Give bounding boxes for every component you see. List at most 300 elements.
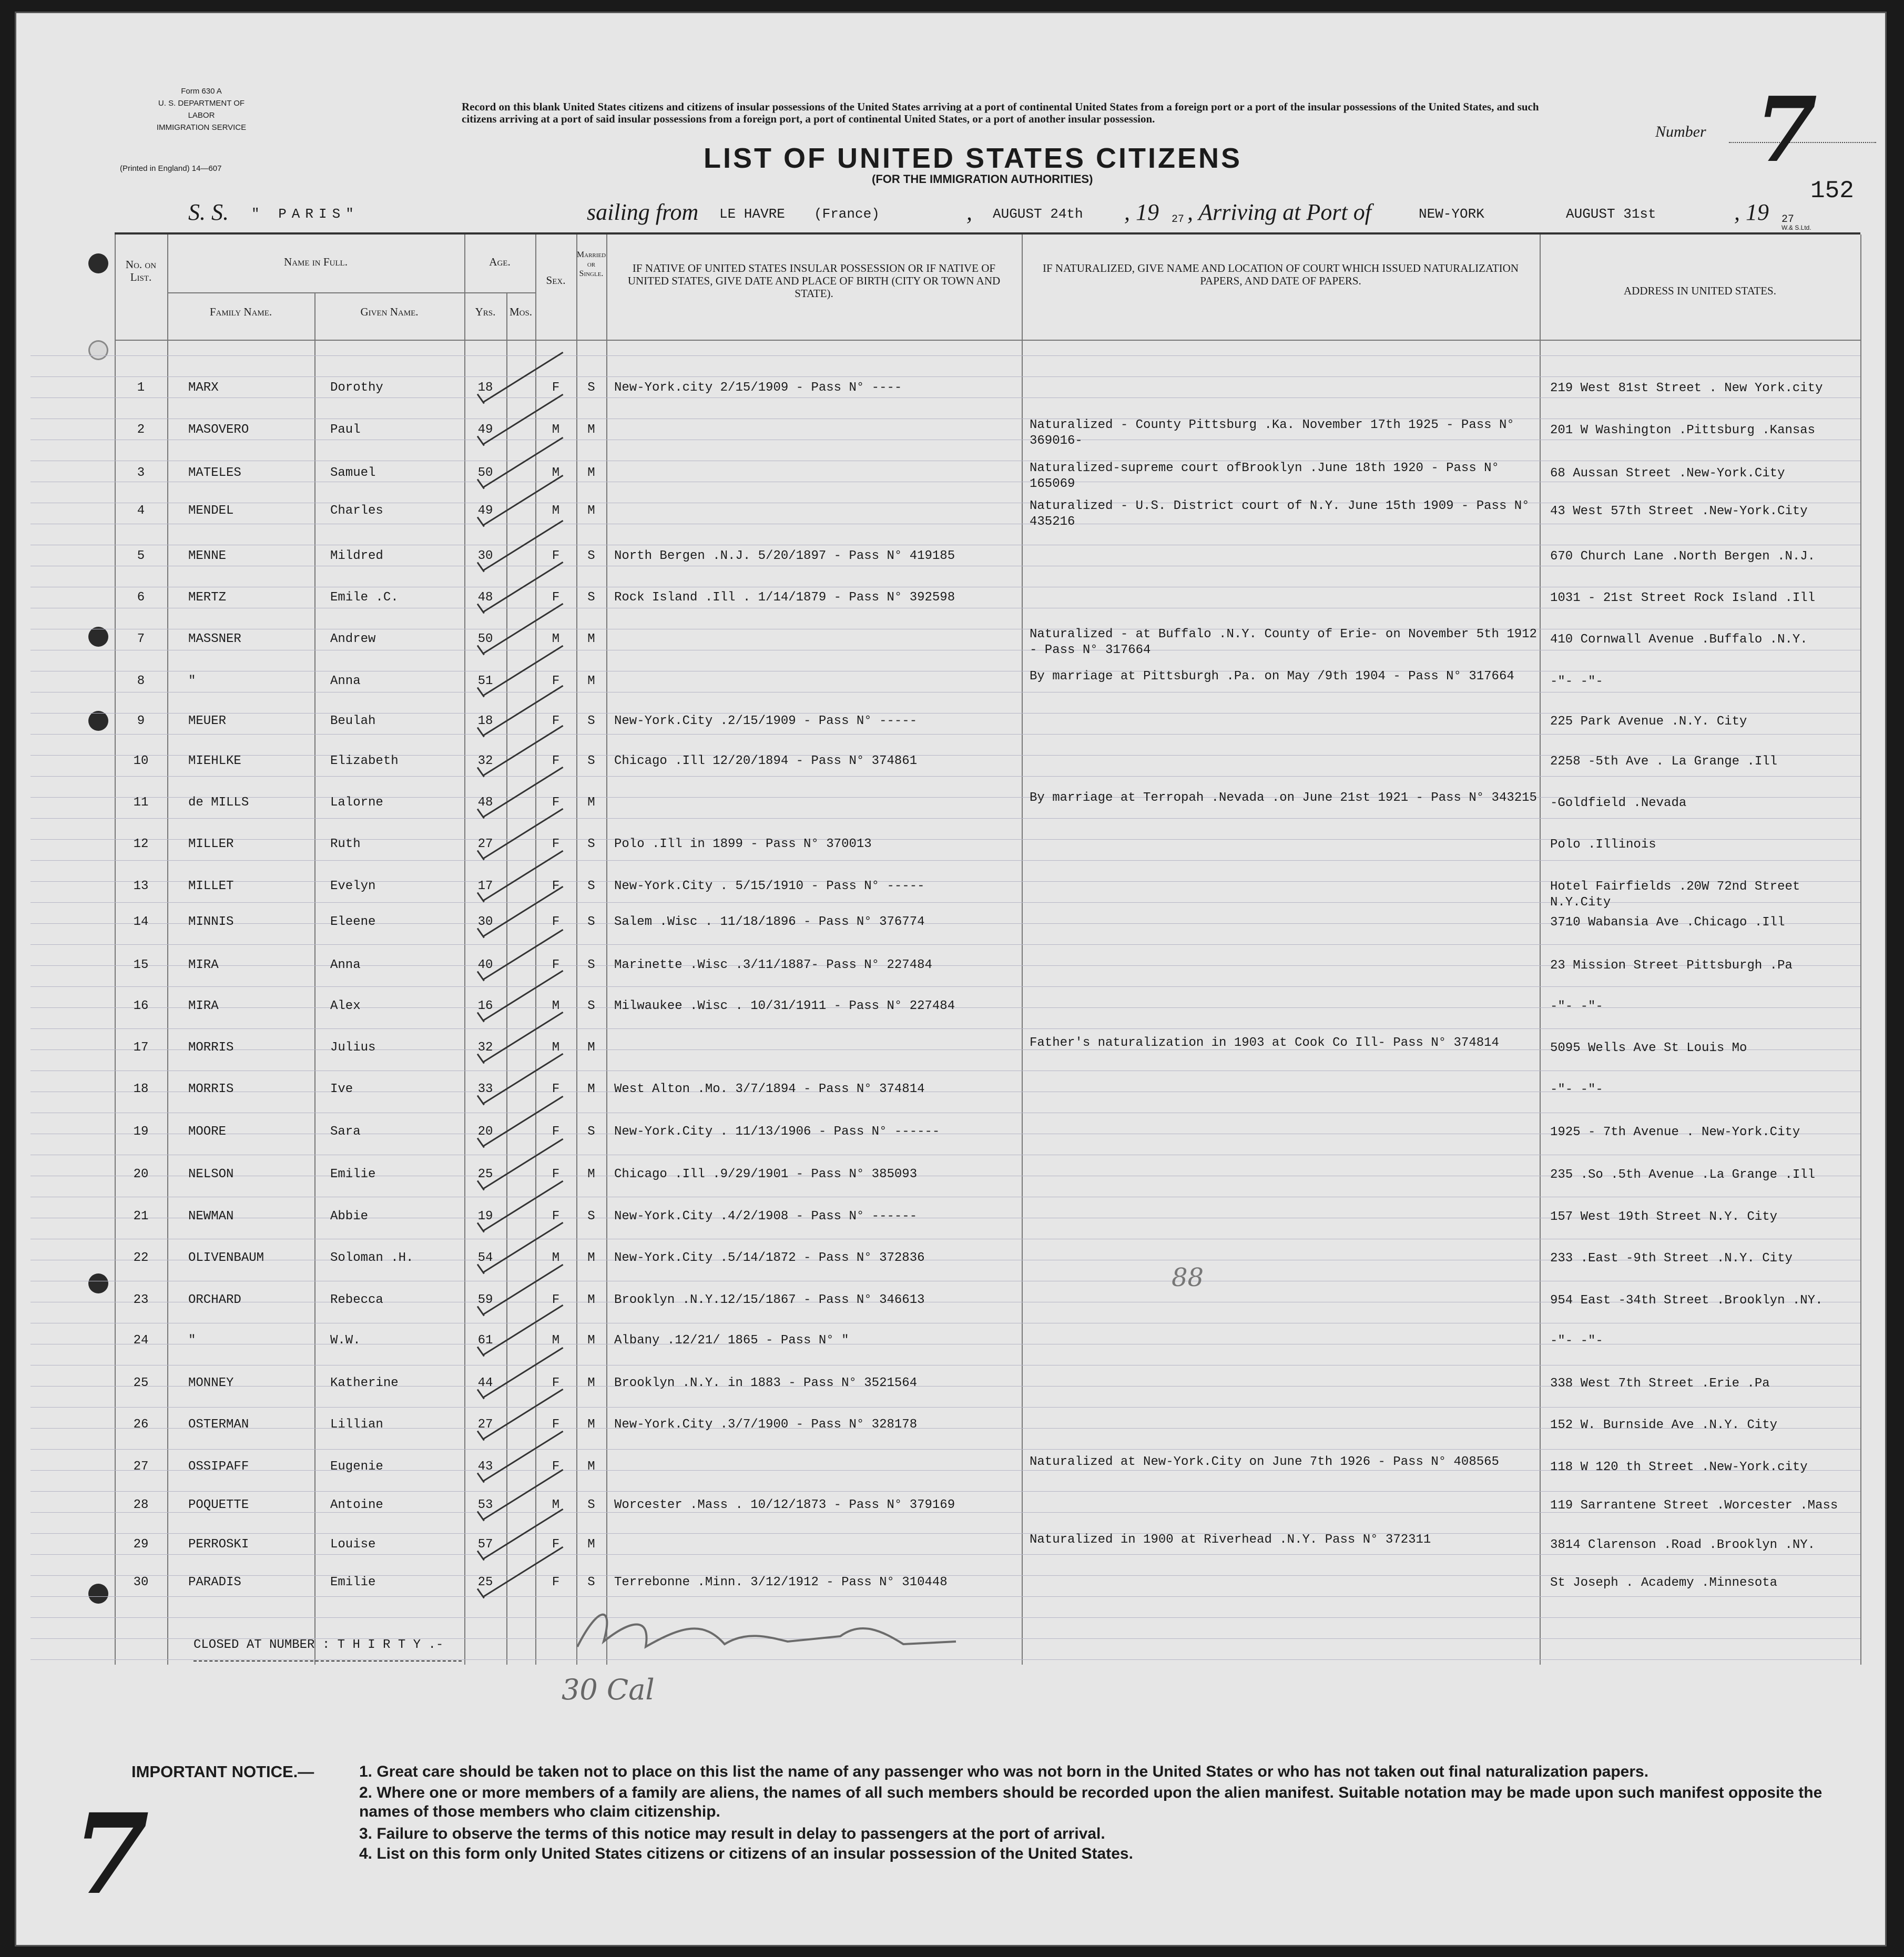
given-name-cell: Katherine — [330, 1376, 399, 1390]
age-cell: 30 — [477, 549, 493, 563]
sex-cell: F — [552, 1209, 560, 1224]
place-of-birth-cell: Rock Island .Ill . 1/14/1879 - Pass N° 392598 — [614, 590, 955, 605]
list-number-cell: 24 — [133, 1333, 149, 1348]
age-cell: 33 — [477, 1082, 493, 1096]
age-cell: 50 — [477, 466, 493, 480]
list-number-cell: 25 — [133, 1376, 149, 1390]
family-name-cell: MILLET — [188, 879, 234, 893]
notice-item-3: 3. Failure to observe the terms of this notice may result in delay to passengers at the port of arrival. — [359, 1825, 1105, 1842]
address-cell: -"- -"- — [1550, 1000, 1603, 1014]
sex-cell: M — [552, 1041, 560, 1055]
ruled-line — [30, 376, 1860, 377]
table-row — [115, 958, 1860, 999]
given-name-cell: Ive — [330, 1082, 353, 1096]
place-of-birth-cell: New-York.City . 5/15/1910 - Pass N° ----- — [614, 879, 925, 893]
age-cell: 30 — [477, 915, 493, 929]
list-number-cell: 15 — [133, 958, 149, 972]
marital-status-cell: M — [587, 1376, 595, 1390]
sex-cell: M — [552, 999, 560, 1013]
given-name-cell: Andrew — [330, 632, 376, 646]
table-row — [115, 1251, 1860, 1292]
list-number-cell: 28 — [133, 1498, 149, 1512]
marital-status-cell: M — [587, 1418, 595, 1432]
naturalization-cell: By marriage at Pittsburgh .Pa. on May /9th 1904 - Pass N° 317664 — [1030, 669, 1514, 684]
family-name-cell: NELSON — [188, 1167, 234, 1181]
place-of-birth-cell: Polo .Ill in 1899 - Pass N° 370013 — [614, 837, 872, 851]
age-cell: 57 — [477, 1537, 493, 1552]
col-months: Mos. — [509, 305, 533, 318]
col-no: No. on List. — [125, 258, 157, 283]
age-cell: 32 — [477, 1041, 493, 1055]
age-cell: 44 — [477, 1376, 493, 1390]
inspector-signature — [567, 1599, 966, 1663]
arrival-port: NEW-YORK — [1419, 206, 1484, 222]
address-cell: 118 W 120 th Street .New-York.city — [1550, 1460, 1808, 1474]
given-name-cell: Eugenie — [330, 1460, 383, 1474]
address-cell: 219 West 81st Street . New York.city — [1550, 381, 1823, 395]
marital-status-cell: M — [587, 1333, 595, 1348]
list-number-cell: 14 — [133, 915, 149, 929]
age-cell: 53 — [477, 1498, 493, 1512]
given-name-cell: Paul — [330, 423, 361, 437]
place-of-birth-cell: Milwaukee .Wisc . 10/31/1911 - Pass N° 227484 — [614, 999, 955, 1013]
table-row — [115, 549, 1860, 590]
place-of-birth-cell: West Alton .Mo. 3/7/1894 - Pass N° 374814 — [614, 1082, 925, 1096]
list-number-cell: 30 — [133, 1575, 149, 1589]
col-name-in-full: Name in Full. — [284, 256, 348, 268]
given-name-cell: Anna — [330, 674, 361, 688]
marital-status-cell: S — [587, 1209, 595, 1224]
place-of-birth-cell: Marinette .Wisc .3/11/1887- Pass N° 227484 — [614, 958, 932, 972]
list-number-cell: 13 — [133, 879, 149, 893]
address-cell: 152 W. Burnside Ave .N.Y. City — [1550, 1418, 1778, 1432]
family-name-cell: MASSNER — [188, 632, 241, 646]
sex-cell: M — [552, 423, 560, 437]
family-name-cell: NEWMAN — [188, 1209, 234, 1224]
form-identifier — [146, 85, 257, 134]
family-name-cell: " — [188, 1333, 196, 1348]
table-row — [115, 754, 1860, 795]
department-name: U. S. DEPARTMENT OF LABOR — [158, 99, 245, 120]
family-name-cell: MASOVERO — [188, 423, 249, 437]
marital-status-cell: S — [587, 958, 595, 972]
address-cell: 5095 Wells Ave St Louis Mo — [1550, 1041, 1747, 1055]
punch-hole — [88, 1273, 108, 1293]
table-row — [115, 1167, 1860, 1208]
age-cell: 49 — [477, 423, 493, 437]
address-cell: Hotel Fairfields .20W 72nd Street N.Y.City — [1550, 880, 1800, 910]
col-address: ADDRESS IN UNITED STATES. — [1624, 284, 1776, 297]
list-number-cell: 17 — [133, 1041, 149, 1055]
family-name-cell: MEUER — [188, 714, 227, 728]
place-of-birth-cell: Worcester .Mass . 10/12/1873 - Pass N° 379169 — [614, 1498, 955, 1512]
sex-cell: F — [552, 1418, 560, 1432]
table-row — [115, 1333, 1860, 1374]
marital-status-cell: M — [587, 632, 595, 646]
family-name-cell: OSSIPAFF — [188, 1460, 249, 1474]
table-row — [115, 1533, 1860, 1578]
given-name-cell: Soloman .H. — [330, 1251, 414, 1265]
age-cell: 27 — [477, 837, 493, 851]
given-name-cell: Charles — [330, 504, 383, 518]
naturalization-cell: Naturalized - U.S. District court of N.Y. June 15th 1909 - Pass N° 435216 — [1030, 499, 1530, 529]
table-row — [115, 915, 1860, 956]
age-cell: 25 — [477, 1167, 493, 1181]
given-name-cell: Emilie — [330, 1575, 376, 1589]
age-cell: 54 — [477, 1251, 493, 1265]
sex-cell: F — [552, 1125, 560, 1139]
list-number: 7 — [1755, 77, 1818, 182]
form-instruction: Record on this blank United States citizens and citizens of insular possessions of the United States arriving at a port of continental United States from a foreign port or a port of the insular possessions of the United States, and such citizens arriving at a port of said insular possessions from a foreign port, a port of continental United States, or a port of another insular possession. — [462, 100, 1539, 125]
family-name-cell: PARADIS — [188, 1575, 241, 1589]
given-name-cell: Julius — [330, 1041, 376, 1055]
place-of-birth-cell: New-York.City . 11/13/1906 - Pass N° ------ — [614, 1125, 940, 1139]
table-row — [115, 1125, 1860, 1166]
family-name-cell: MIRA — [188, 999, 219, 1013]
page-title: LIST OF UNITED STATES CITIZENS — [704, 142, 1242, 174]
table-row — [115, 1209, 1860, 1250]
age-cell: 50 — [477, 632, 493, 646]
list-number-cell: 2 — [137, 423, 145, 437]
address-cell: 43 West 57th Street .New-York.City — [1550, 504, 1808, 518]
place-of-birth-cell: New-York.City .2/15/1909 - Pass N° ----- — [614, 714, 918, 728]
sex-cell: F — [552, 1537, 560, 1552]
table-row — [115, 669, 1860, 715]
col-married-single: Married or Single. — [576, 250, 606, 278]
sex-cell: F — [552, 714, 560, 728]
marital-status-cell: S — [587, 999, 595, 1013]
family-name-cell: ORCHARD — [188, 1293, 241, 1307]
col-sex: Sex. — [546, 274, 566, 287]
family-name-cell: MIRA — [188, 958, 219, 972]
address-cell: 670 Church Lane .North Bergen .N.J. — [1550, 549, 1816, 564]
family-name-cell: OSTERMAN — [188, 1418, 249, 1432]
place-of-birth-cell: Chicago .Ill .9/29/1901 - Pass N° 385093 — [614, 1167, 918, 1181]
list-number-cell: 5 — [137, 549, 145, 563]
age-cell: 17 — [477, 879, 493, 893]
family-name-cell: MONNEY — [188, 1376, 234, 1390]
given-name-cell: Ruth — [330, 837, 361, 851]
list-number-cell: 3 — [137, 466, 145, 480]
arriving-label: , Arriving at Port of — [1187, 199, 1371, 225]
age-cell: 48 — [477, 590, 493, 605]
given-name-cell: Alex — [330, 999, 361, 1013]
col-family-name: Family Name. — [209, 305, 272, 318]
table-row — [115, 627, 1860, 673]
table-row — [115, 879, 1860, 920]
sex-cell: F — [552, 754, 560, 768]
age-cell: 61 — [477, 1333, 493, 1348]
list-number-cell: 29 — [133, 1537, 149, 1552]
family-name-cell: OLIVENBAUM — [188, 1251, 264, 1265]
notice-item-2: 2. Where one or more members of a family are aliens, the names of all such members should be recorded upon the alien manifest. Suitable notation may be made upon such manifest opposite the names of those members who claim citizenship. — [359, 1784, 1822, 1820]
place-of-birth-cell: New-York.City .4/2/1908 - Pass N° ------ — [614, 1209, 918, 1224]
address-cell: 119 Sarrantene Street .Worcester .Mass — [1550, 1499, 1838, 1513]
sex-cell: F — [552, 1082, 560, 1096]
age-cell: 43 — [477, 1460, 493, 1474]
list-number-cell: 27 — [133, 1460, 149, 1474]
place-of-birth-cell: Salem .Wisc . 11/18/1896 - Pass N° 376774 — [614, 915, 925, 929]
address-cell: 201 W Washington .Pittsburg .Kansas — [1550, 423, 1816, 437]
address-cell: -"- -"- — [1550, 1083, 1603, 1097]
marital-status-cell: M — [587, 504, 595, 518]
place-of-birth-cell: Brooklyn .N.Y. in 1883 - Pass N° 3521564 — [614, 1376, 918, 1390]
page-subtitle: (FOR THE IMMIGRATION AUTHORITIES) — [872, 172, 1093, 186]
place-of-birth-cell: Brooklyn .N.Y.12/15/1867 - Pass N° 346613 — [614, 1293, 925, 1307]
family-name-cell: POQUETTE — [188, 1498, 249, 1512]
sheet-number: 7 — [73, 1789, 150, 1919]
naturalization-cell: Naturalized - County Pittsburg .Ka. November 17th 1925 - Pass N° 369016- — [1030, 418, 1514, 448]
list-number-cell: 1 — [137, 381, 145, 395]
family-name-cell: MILLER — [188, 837, 234, 851]
closed-note: CLOSED AT NUMBER : T H I R T Y .- — [194, 1638, 444, 1652]
naturalization-cell: Naturalized in 1900 at Riverhead .N.Y. Pass N° 372311 — [1030, 1533, 1431, 1547]
address-cell: 410 Cornwall Avenue .Buffalo .N.Y. — [1550, 633, 1808, 647]
service-name: IMMIGRATION SERVICE — [156, 123, 247, 132]
naturalization-cell: Naturalized at New-York.City on June 7th 1926 - Pass N° 408565 — [1030, 1455, 1499, 1469]
list-number-cell: 26 — [133, 1418, 149, 1432]
table-row — [115, 1293, 1860, 1334]
family-name-cell: MATELES — [188, 466, 241, 480]
naturalization-cell: Naturalized-supreme court ofBrooklyn .June 18th 1920 - Pass N° 165069 — [1030, 461, 1499, 491]
list-number-cell: 18 — [133, 1082, 149, 1096]
family-name-cell: MORRIS — [188, 1041, 234, 1055]
printer-mark: W.& S.Ltd. — [1781, 224, 1811, 231]
sex-cell: F — [552, 879, 560, 893]
age-cell: 18 — [477, 714, 493, 728]
punch-hole — [88, 1584, 108, 1604]
age-cell: 27 — [477, 1418, 493, 1432]
marital-status-cell: M — [587, 1167, 595, 1181]
sex-cell: M — [552, 1333, 560, 1348]
marital-status-cell: S — [587, 1125, 595, 1139]
given-name-cell: Emile .C. — [330, 590, 399, 605]
sex-cell: F — [552, 1575, 560, 1589]
age-cell: 59 — [477, 1293, 493, 1307]
family-name-cell: MARX — [188, 381, 219, 395]
place-of-birth-cell: New-York.City .5/14/1872 - Pass N° 372836 — [614, 1251, 925, 1265]
sex-cell: M — [552, 1251, 560, 1265]
given-name-cell: Samuel — [330, 466, 376, 480]
sex-cell: F — [552, 1460, 560, 1474]
marital-status-cell: S — [587, 714, 595, 728]
sex-cell: F — [552, 1376, 560, 1390]
address-cell: 3814 Clarenson .Road .Brooklyn .NY. — [1550, 1538, 1816, 1552]
given-name-cell: Lalorne — [330, 796, 383, 810]
marital-status-cell: S — [587, 549, 595, 563]
family-name-cell: MOORE — [188, 1125, 227, 1139]
given-name-cell: Antoine — [330, 1498, 383, 1512]
family-name-cell: PERROSKI — [188, 1537, 249, 1552]
printed-note: (Printed in England) 14—607 — [120, 164, 222, 173]
punch-hole — [88, 711, 108, 731]
departure-year: 27 — [1172, 213, 1185, 226]
marital-status-cell: S — [587, 590, 595, 605]
age-cell: 16 — [477, 999, 493, 1013]
marital-status-cell: M — [587, 1460, 595, 1474]
family-name-cell: MENNE — [188, 549, 227, 563]
list-number-cell: 11 — [133, 796, 149, 810]
sex-cell: F — [552, 381, 560, 395]
col-naturalization: IF NATURALIZED, GIVE NAME AND LOCATION OF COURT WHICH ISSUED NATURALIZATION PAPERS, AND DATE OF PAPERS. — [1042, 262, 1519, 287]
list-number-cell: 20 — [133, 1167, 149, 1181]
manifest-sheet — [15, 12, 1887, 1946]
table-row — [115, 1455, 1860, 1501]
age-cell: 19 — [477, 1209, 493, 1224]
family-name-cell: de MILLS — [188, 796, 249, 810]
list-number-cell: 22 — [133, 1251, 149, 1265]
col-place-of-birth: IF NATIVE OF UNITED STATES INSULAR POSSESSION OR IF NATIVE OF UNITED STATES, GIVE DATE AND PLACE OF BIRTH (CITY OR TOWN AND STATE). — [627, 262, 1001, 300]
given-name-cell: Louise — [330, 1537, 376, 1552]
table-row — [115, 791, 1860, 837]
table-row — [115, 499, 1860, 545]
notice-heading: IMPORTANT NOTICE.— — [131, 1762, 314, 1781]
address-cell: Polo .Illinois — [1550, 838, 1656, 852]
year-prefix: , 19 — [1124, 199, 1159, 225]
age-cell: 18 — [477, 381, 493, 395]
table-row — [115, 590, 1860, 631]
ss-label: S. S. — [188, 199, 229, 225]
address-cell: 1925 - 7th Avenue . New-York.City — [1550, 1125, 1800, 1139]
table-row — [115, 714, 1860, 755]
number-label: Number — [1655, 123, 1706, 140]
age-cell: 32 — [477, 754, 493, 768]
address-cell: 157 West 19th Street N.Y. City — [1550, 1210, 1778, 1224]
family-name-cell: MIEHLKE — [188, 754, 241, 768]
age-cell: 40 — [477, 958, 493, 972]
departure-port: LE HAVRE — [719, 206, 785, 222]
naturalization-cell: Father's naturalization in 1903 at Cook Co Ill- Pass N° 374814 — [1030, 1036, 1499, 1050]
sex-cell: F — [552, 958, 560, 972]
address-cell: 235 .So .5th Avenue .La Grange .Ill — [1550, 1168, 1816, 1182]
age-cell: 48 — [477, 796, 493, 810]
list-number-cell: 23 — [133, 1293, 149, 1307]
marital-status-cell: M — [587, 674, 595, 688]
marital-status-cell: S — [587, 754, 595, 768]
given-name-cell: Anna — [330, 958, 361, 972]
closed-underline — [194, 1660, 462, 1662]
given-name-cell: Sara — [330, 1125, 361, 1139]
marital-status-cell: S — [587, 879, 595, 893]
given-name-cell: Mildred — [330, 549, 383, 563]
table-row — [115, 381, 1860, 422]
sex-cell: F — [552, 1293, 560, 1307]
table-row — [115, 1575, 1860, 1616]
notice-item-1: 1. Great care should be taken not to place on this list the name of any passenger who was not born in the United States or who has not taken out final naturalization papers. — [359, 1763, 1649, 1780]
marital-status-cell: S — [587, 837, 595, 851]
arrival-date: AUGUST 31st — [1566, 206, 1656, 222]
address-cell: -Goldfield .Nevada — [1550, 796, 1687, 810]
margin-note: 88 — [1172, 1263, 1204, 1292]
page-stamp: 152 — [1810, 177, 1854, 205]
family-name-cell: MERTZ — [188, 590, 227, 605]
punch-hole — [88, 340, 108, 360]
given-name-cell: Elizabeth — [330, 754, 399, 768]
place-of-birth-cell: Terrebonne .Minn. 3/12/1912 - Pass N° 310448 — [614, 1575, 948, 1589]
address-cell: 23 Mission Street Pittsburgh .Pa — [1550, 959, 1793, 973]
table-row — [115, 1376, 1860, 1417]
list-number-cell: 10 — [133, 754, 149, 768]
given-name-cell: Abbie — [330, 1209, 369, 1224]
ruled-line — [30, 355, 1860, 356]
place-of-birth-cell: New-York.City .3/7/1900 - Pass N° 328178 — [614, 1418, 918, 1432]
address-cell: -"- -"- — [1550, 675, 1603, 689]
marital-status-cell: M — [587, 466, 595, 480]
pencil-note: 30 Cal — [562, 1673, 655, 1706]
given-name-cell: Eleene — [330, 915, 376, 929]
list-number-cell: 4 — [137, 504, 145, 518]
table-row — [115, 1036, 1860, 1082]
sailing-line: S. S. " PARIS" sailing from LE HAVRE (France) , AUGUST 24th , 19 27 , Arriving at Port of NEW-YORK AUGUST 31st , 19 27 W.& S.Ltd. — [188, 199, 1811, 231]
list-number-cell: 12 — [133, 837, 149, 851]
list-number-cell: 21 — [133, 1209, 149, 1224]
departure-date: AUGUST 24th — [993, 206, 1083, 222]
place-of-birth-cell: Chicago .Ill 12/20/1894 - Pass N° 374861 — [614, 754, 918, 768]
address-cell: St Joseph . Academy .Minnesota — [1550, 1576, 1778, 1590]
marital-status-cell: M — [587, 796, 595, 810]
given-name-cell: Dorothy — [330, 381, 383, 395]
list-number-cell: 16 — [133, 999, 149, 1013]
list-number-cell: 8 — [137, 674, 145, 688]
age-cell: 25 — [477, 1575, 493, 1589]
ship-name: " PARIS" — [251, 206, 359, 222]
table-row — [115, 1418, 1860, 1459]
table-row — [115, 1082, 1860, 1123]
sex-cell: F — [552, 837, 560, 851]
address-cell: 3710 Wabansia Ave .Chicago .Ill — [1550, 915, 1785, 930]
marital-status-cell: M — [587, 423, 595, 437]
table-row — [115, 418, 1860, 464]
family-name-cell: MINNIS — [188, 915, 234, 929]
naturalization-cell: By marriage at Terropah .Nevada .on June 21st 1921 - Pass N° 343215 — [1030, 791, 1537, 805]
departure-country: (France) — [814, 206, 880, 222]
list-number-cell: 7 — [137, 632, 145, 646]
table-row — [115, 837, 1860, 878]
given-name-cell: Lillian — [330, 1418, 383, 1432]
marital-status-cell: M — [587, 1082, 595, 1096]
given-name-cell: Rebecca — [330, 1293, 383, 1307]
sex-cell: F — [552, 549, 560, 563]
address-cell: 1031 - 21st Street Rock Island .Ill — [1550, 591, 1816, 605]
marital-status-cell: M — [587, 1251, 595, 1265]
sex-cell: F — [552, 796, 560, 810]
family-name-cell: MENDEL — [188, 504, 234, 518]
given-name-cell: Beulah — [330, 714, 376, 728]
age-cell: 51 — [477, 674, 493, 688]
family-name-cell: " — [188, 674, 196, 688]
punch-hole — [88, 253, 108, 273]
sex-cell: F — [552, 674, 560, 688]
sex-cell: F — [552, 590, 560, 605]
list-number-cell: 19 — [133, 1125, 149, 1139]
family-name-cell: MORRIS — [188, 1082, 234, 1096]
marital-status-cell: S — [587, 381, 595, 395]
address-cell: 2258 -5th Ave . La Grange .Ill — [1550, 755, 1778, 769]
place-of-birth-cell: North Bergen .N.J. 5/20/1897 - Pass N° 419185 — [614, 549, 955, 563]
place-of-birth-cell: New-York.city 2/15/1909 - Pass N° ---- — [614, 381, 902, 395]
list-number-cell: 6 — [137, 590, 145, 605]
given-name-cell: Evelyn — [330, 879, 376, 893]
table-row — [115, 1498, 1860, 1539]
table-row — [115, 461, 1860, 507]
punch-hole — [88, 627, 108, 647]
sex-cell: M — [552, 1498, 560, 1512]
sex-cell: M — [552, 632, 560, 646]
address-cell: 233 .East -9th Street .N.Y. City — [1550, 1251, 1793, 1266]
marital-status-cell: S — [587, 1498, 595, 1512]
marital-status-cell: S — [587, 915, 595, 929]
marital-status-cell: M — [587, 1041, 595, 1055]
